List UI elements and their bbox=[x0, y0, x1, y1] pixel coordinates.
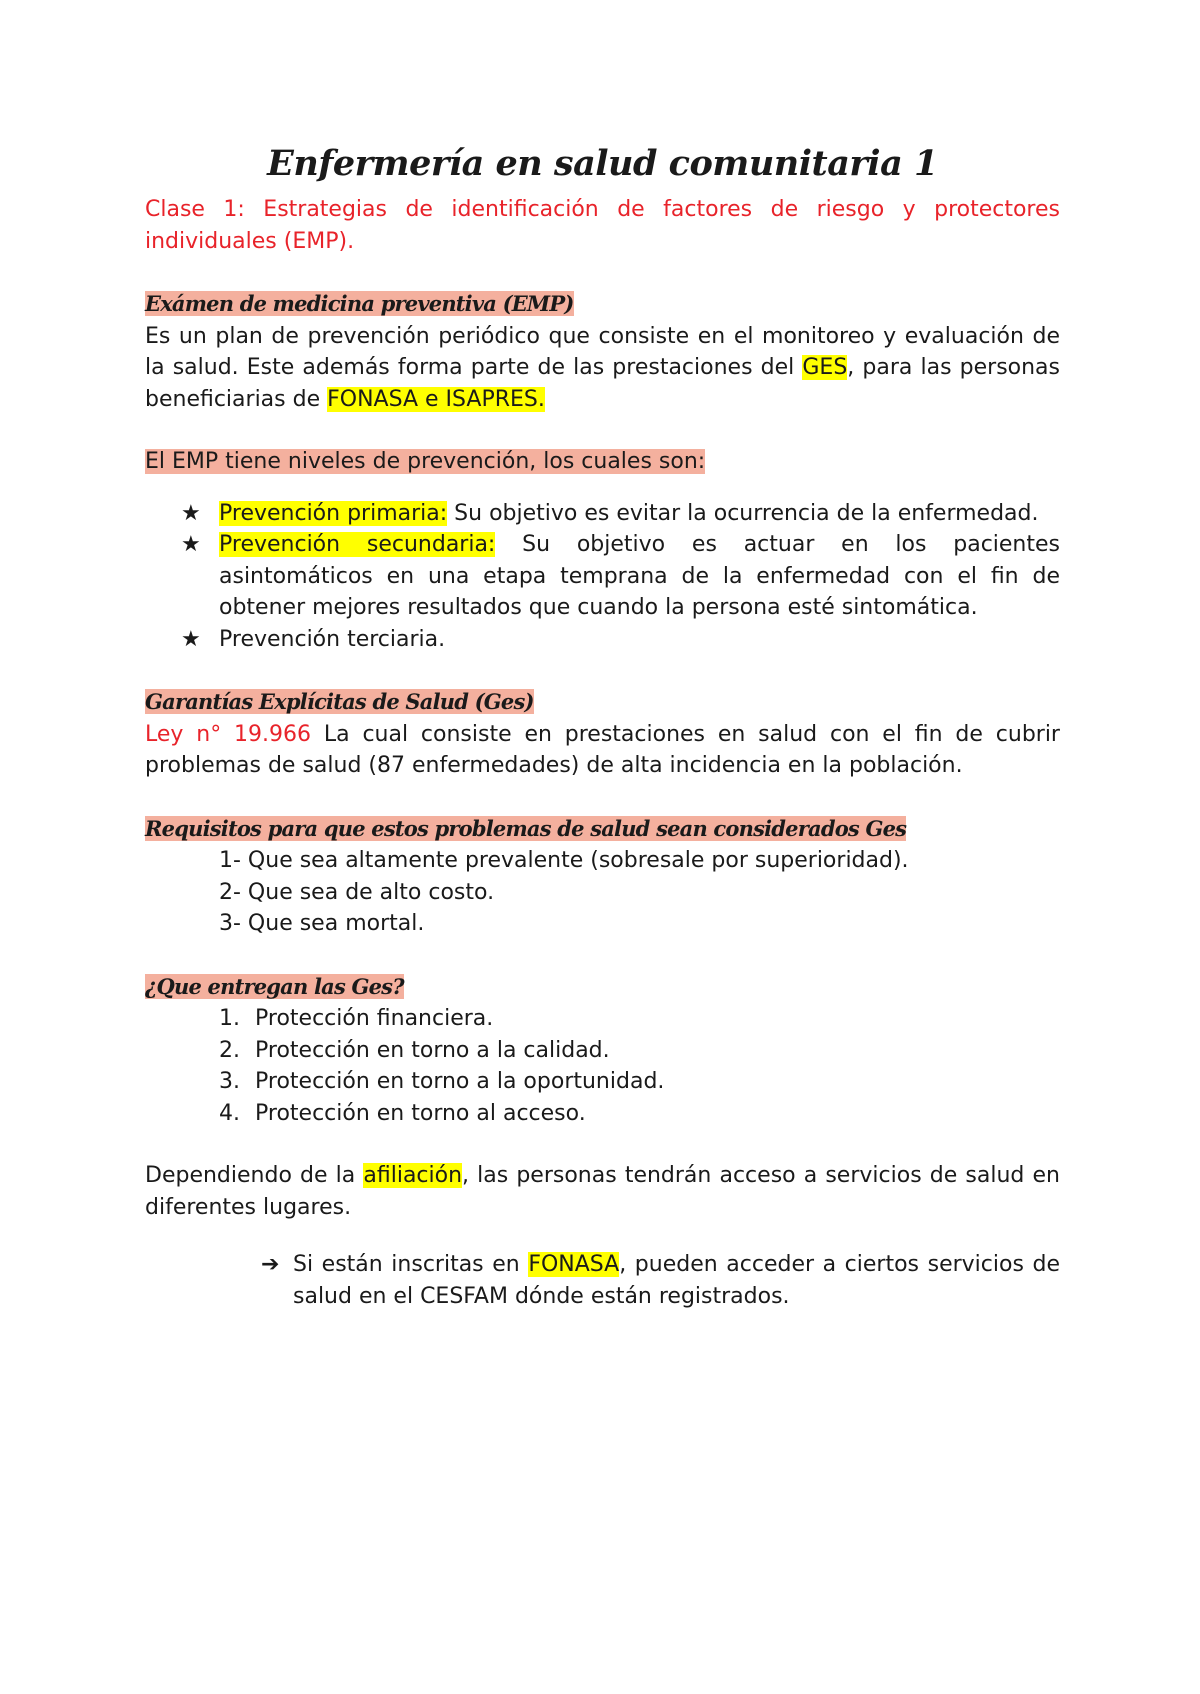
level-text: Prevención terciaria. bbox=[219, 626, 446, 652]
document-title: Enfermería en salud comunitaria 1 bbox=[267, 143, 938, 184]
entregan-list bbox=[145, 1003, 1060, 1129]
item-number: 1. bbox=[219, 1006, 240, 1031]
list-item bbox=[181, 529, 1060, 624]
entregan-heading-line bbox=[145, 971, 1060, 1004]
fonasa-isapres-highlight: FONASA e ISAPRES. bbox=[327, 386, 545, 412]
afiliacion-text-b: , las personas tendrán acceso a servicios de salud en diferentes lugares. bbox=[145, 1163, 1060, 1220]
arrow-right-icon: ➔ bbox=[261, 1252, 280, 1277]
item-number: 4. bbox=[219, 1100, 240, 1126]
emp-paragraph bbox=[145, 321, 1060, 416]
ges-paragraph bbox=[145, 719, 1060, 782]
afiliacion-text-a: Dependiendo de la bbox=[145, 1163, 364, 1188]
item-text: Protección en torno a la oportunidad. bbox=[255, 1069, 665, 1094]
list-item bbox=[219, 1098, 1060, 1130]
fonasa-highlight: FONASA bbox=[528, 1252, 620, 1277]
ges-heading-line bbox=[145, 686, 1060, 719]
levels-intro: El EMP tiene niveles de prevención, los cuales son: bbox=[145, 449, 706, 474]
ges-heading: Garantías Explícitas de Salud (Ges) bbox=[145, 689, 534, 714]
document-page bbox=[145, 140, 1060, 1312]
fonasa-text-a: Si están inscritas en bbox=[293, 1252, 529, 1277]
list-item bbox=[219, 1035, 1060, 1067]
ges-text: La cual consiste en prestaciones en salud con el fin de cubrir problemas de salud (87 enfermedades) de alta incidencia en la población. bbox=[145, 721, 1060, 778]
fonasa-arrow-item bbox=[145, 1249, 1060, 1312]
requisitos-list bbox=[145, 845, 1060, 940]
fonasa-text-b: , pueden acceder a ciertos servicios de salud en el CESFAM dónde están registrados. bbox=[293, 1252, 1061, 1309]
ges-highlight: GES bbox=[802, 355, 848, 380]
level-label: Prevención secundaria: bbox=[219, 532, 496, 557]
emp-text-a: Es un plan de prevención periódico que consiste en el monitoreo y evaluación de la salud. Este además forma parte de las prestaciones del bbox=[145, 323, 1060, 380]
item-text: Protección en torno a la calidad. bbox=[255, 1037, 610, 1063]
law-number: Ley n° 19.966 bbox=[145, 721, 312, 747]
level-text: Su objetivo es actuar en los pacientes asintomáticos en una etapa temprana de la enfermedad con el fin de obtener mejores resultados que cuando la persona esté sintomática. bbox=[219, 532, 1060, 620]
emp-heading: Exámen de medicina preventiva (EMP) bbox=[145, 291, 574, 316]
list-item bbox=[181, 498, 1060, 530]
afiliacion-highlight: afiliación bbox=[363, 1163, 463, 1188]
list-item bbox=[181, 624, 1060, 656]
entregan-heading: ¿Que entregan las Ges? bbox=[145, 973, 404, 999]
list-item: 1- Que sea altamente prevalente (sobresale por superioridad). bbox=[219, 848, 909, 873]
star-icon: ★ bbox=[181, 532, 201, 557]
requisitos-heading: Requisitos para que estos problemas de salud sean considerados Ges bbox=[145, 815, 907, 841]
level-text: Su objetivo es evitar la ocurrencia de la enfermedad. bbox=[447, 500, 1039, 526]
emp-heading-line bbox=[145, 288, 1060, 321]
item-text: Protección en torno al acceso. bbox=[255, 1100, 586, 1126]
afiliacion-paragraph bbox=[145, 1160, 1060, 1223]
class-subtitle: Clase 1: Estrategias de identificación de factores de riesgo y protectores individuales (EMP). bbox=[145, 197, 1060, 254]
prevention-levels-list bbox=[145, 498, 1060, 656]
list-item: 2- Que sea de alto costo. bbox=[219, 879, 495, 905]
list-item: 3- Que sea mortal. bbox=[219, 911, 425, 936]
levels-intro-line bbox=[145, 446, 1060, 478]
item-text: Protección financiera. bbox=[255, 1006, 494, 1031]
requisitos-heading-line bbox=[145, 813, 1060, 846]
level-label: Prevención primaria: bbox=[219, 500, 448, 526]
emp-text-b: , para las personas beneficiarias de bbox=[145, 355, 1061, 412]
item-number: 3. bbox=[219, 1069, 240, 1094]
item-number: 2. bbox=[219, 1037, 240, 1063]
list-item bbox=[219, 1003, 1060, 1035]
list-item bbox=[219, 1066, 1060, 1098]
star-icon: ★ bbox=[181, 500, 201, 526]
star-icon: ★ bbox=[181, 626, 201, 652]
